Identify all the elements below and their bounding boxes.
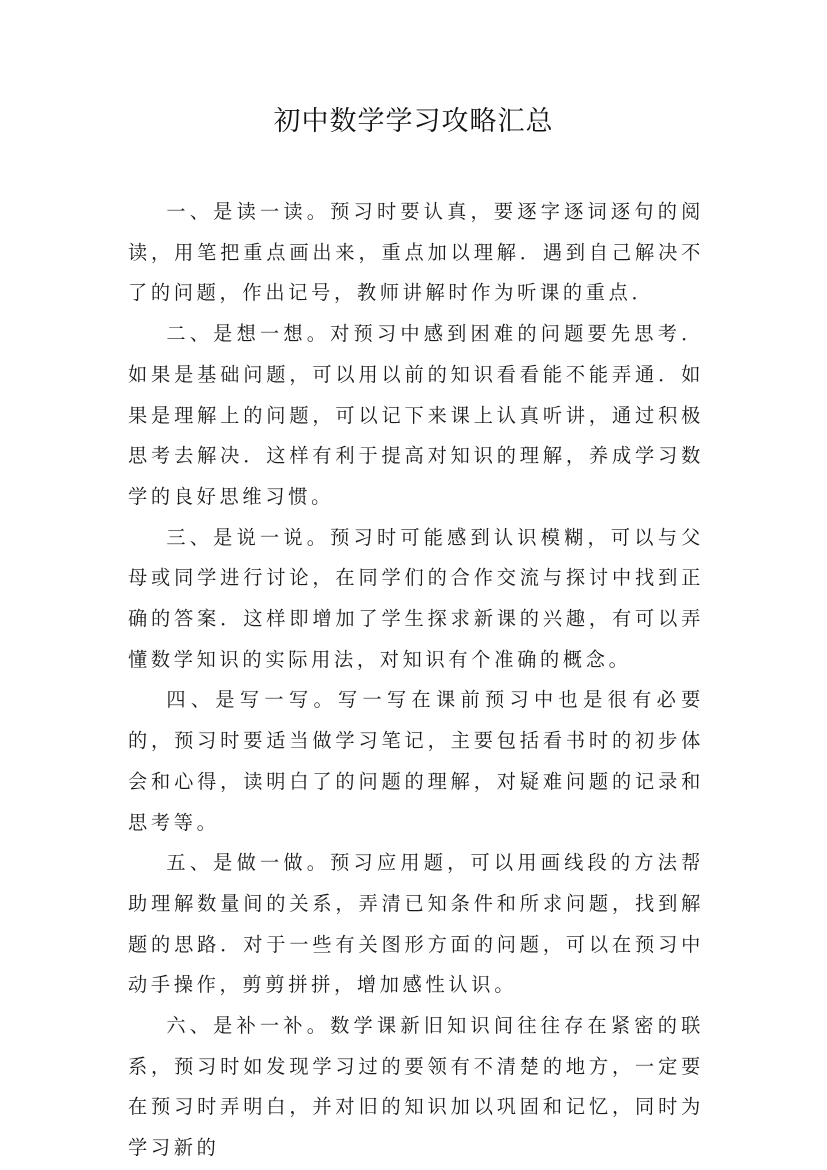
paragraph-3: 三、是说一说。预习时可能感到认识模糊，可以与父母或同学进行讨论，在同学们的合作交流与探讨中找到正确的答案．这样即增加了学生探求新课的兴趣，有可以弄懂数学知识的实际用法，对知识有个准确的概念。: [128, 525, 704, 671]
paragraph-6: 六、是补一补。数学课新旧知识间往往存在紧密的联系，预习时如发现学习过的要领有不清楚的地方，一定要在预习时弄明白，并对旧的知识加以巩固和记忆，同时为学习新的: [128, 1014, 704, 1160]
document-title: 初中数学学习攻略汇总: [273, 106, 554, 137]
paragraph-5: 五、是做一做。预习应用题，可以用画线段的方法帮助理解数量间的关系，弄清已知条件和所求问题，找到解题的思路．对于一些有关图形方面的问题，可以在预习中动手操作，剪剪拼拼，增加感性认识。: [128, 851, 704, 997]
paragraph-2: 二、是想一想。对预习中感到困难的问题要先思考．如果是基础问题，可以用以前的知识看看能不能弄通．如果是理解上的问题，可以记下来课上认真听讲，通过积极思考去解决．这样有利于提高对知识的理解，养成学习数学的良好思维习惯。: [128, 322, 704, 508]
paragraph-4: 四、是写一写。写一写在课前预习中也是很有必要的，预习时要适当做学习笔记，主要包括看书时的初步体会和心得，读明白了的问题的理解，对疑难问题的记录和思考等。: [128, 688, 704, 834]
document-body: [128, 192, 704, 1169]
paragraph-1: 一、是读一读。预习时要认真，要逐字逐词逐句的阅读，用笔把重点画出来，重点加以理解．遇到自己解决不了的问题，作出记号，教师讲解时作为听课的重点．: [128, 200, 704, 305]
